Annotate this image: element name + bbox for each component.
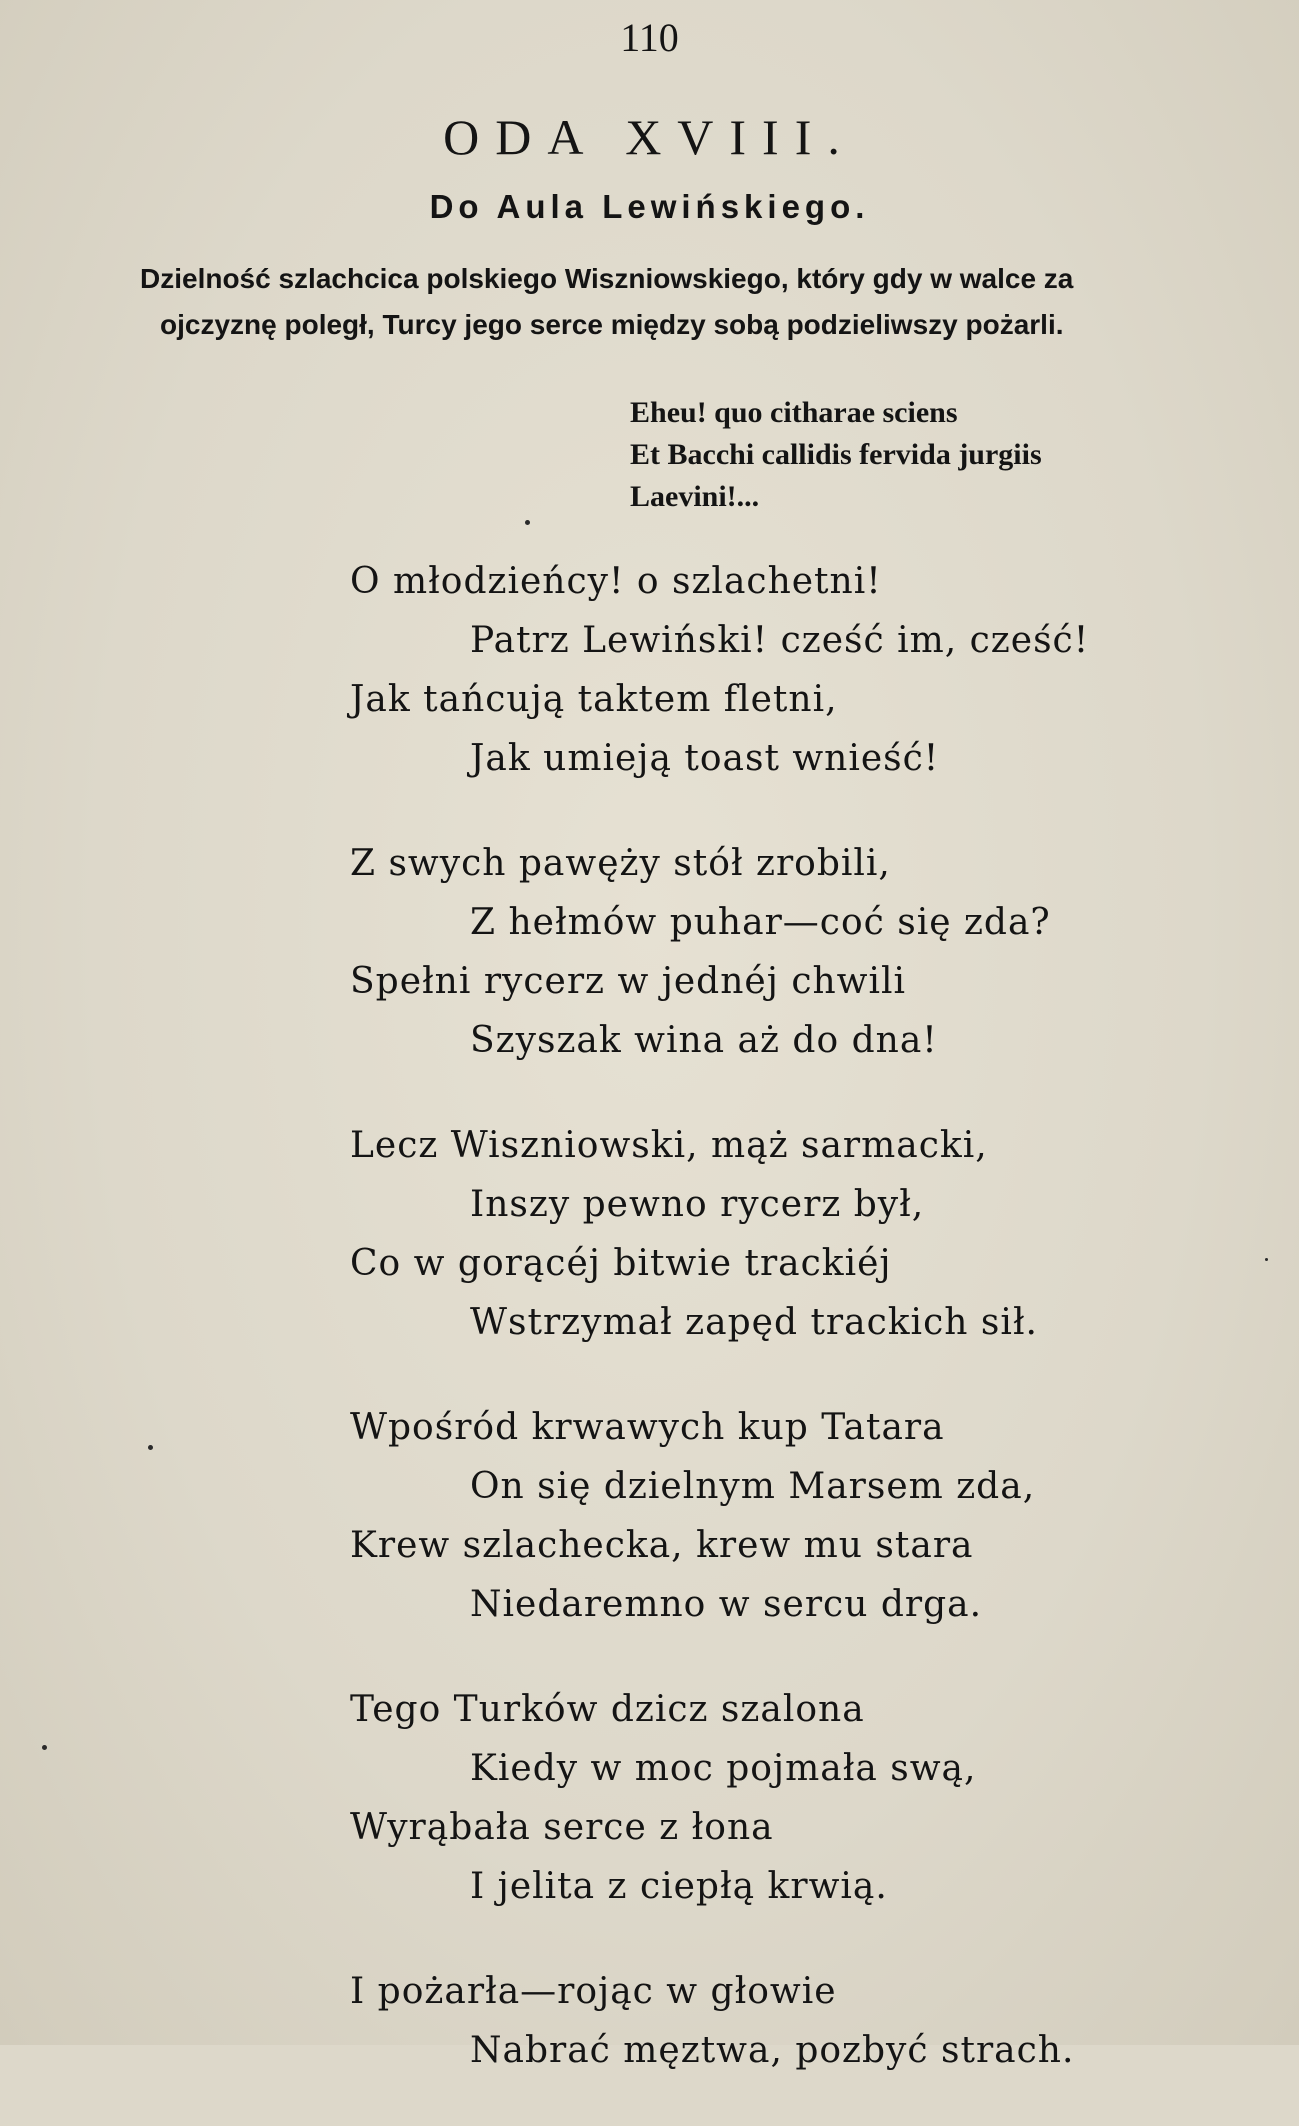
verse-line: Wyrąbała serce z łona	[350, 1807, 774, 1848]
epigraph-line: Et Bacchi callidis fervida jurgiis	[630, 438, 1042, 471]
stanza	[350, 834, 1089, 1070]
argument-line: Dzielność szlachcica polskiego Wiszniowskiego, który gdy w walce za	[140, 263, 1074, 294]
ode-title: ODA XVIII.	[443, 109, 856, 165]
verse-line: Nabrać męztwa, pozbyć strach.	[470, 2030, 1075, 2071]
verse-line: Krew szlachecka, krew mu stara	[350, 1525, 974, 1566]
verse-line: Tego Turków dzicz szalona	[350, 1689, 865, 1730]
epigraph-line: Laevini!...	[630, 480, 760, 513]
verse-line: Wstrzymał zapęd trackich sił.	[470, 1302, 1038, 1343]
verse-line: I jelita z ciepłą krwią.	[470, 1866, 888, 1907]
argument-line: ojczyznę poległ, Turcy jego serce między sobą podzieliwszy pożarli.	[160, 309, 1064, 340]
verse-line: On się dzielnym Marsem zda,	[470, 1466, 1036, 1507]
verse-line: Szyszak wina aż do dna!	[470, 1020, 938, 1061]
page-number: 110	[620, 15, 679, 60]
stanza	[350, 1116, 1089, 1352]
verse-line: Patrz Lewiński! cześć im, cześć!	[470, 620, 1090, 661]
paper-speck	[1265, 1258, 1268, 1261]
verse-line: Spełni rycerz w jednéj chwili	[350, 961, 907, 1002]
ode-argument	[140, 256, 1290, 348]
paper-speck	[148, 1445, 153, 1450]
verse-line: Kiedy w moc pojmała swą,	[470, 1748, 977, 1789]
stanza	[350, 552, 1089, 788]
verse-line: Niedaremno w sercu drga.	[470, 1584, 983, 1625]
paper-speck	[42, 1745, 47, 1750]
verse-line: I pożarła—rojąc w głowie	[350, 1971, 837, 2012]
verse-line: Wpośród krwawych kup Tatara	[350, 1407, 945, 1448]
latin-epigraph	[630, 392, 1042, 518]
verse-line: Jak tańcują taktem fletni,	[350, 679, 838, 720]
verse-line: Jak umieją toast wnieść!	[470, 738, 940, 779]
verse-line: O młodzieńcy! o szlachetni!	[350, 561, 882, 602]
stanza	[350, 1398, 1089, 1634]
verse-line: Z hełmów puhar—coć się zda?	[470, 902, 1051, 943]
verse-line: Lecz Wiszniowski, mąż sarmacki,	[350, 1125, 988, 1166]
stanza	[350, 1962, 1089, 2080]
ode-dedication: Do Aula Lewińskiego.	[429, 188, 870, 225]
epigraph-line: Eheu! quo citharae sciens	[630, 396, 958, 429]
paper-speck	[525, 520, 530, 525]
verse-line: Co w gorącéj bitwie trackiéj	[350, 1243, 892, 1284]
poem-body	[350, 552, 1089, 2126]
verse-line: Z swych pawęży stół zrobili,	[350, 843, 891, 884]
verse-line: Inszy pewno rycerz był,	[470, 1184, 925, 1225]
stanza	[350, 1680, 1089, 1916]
